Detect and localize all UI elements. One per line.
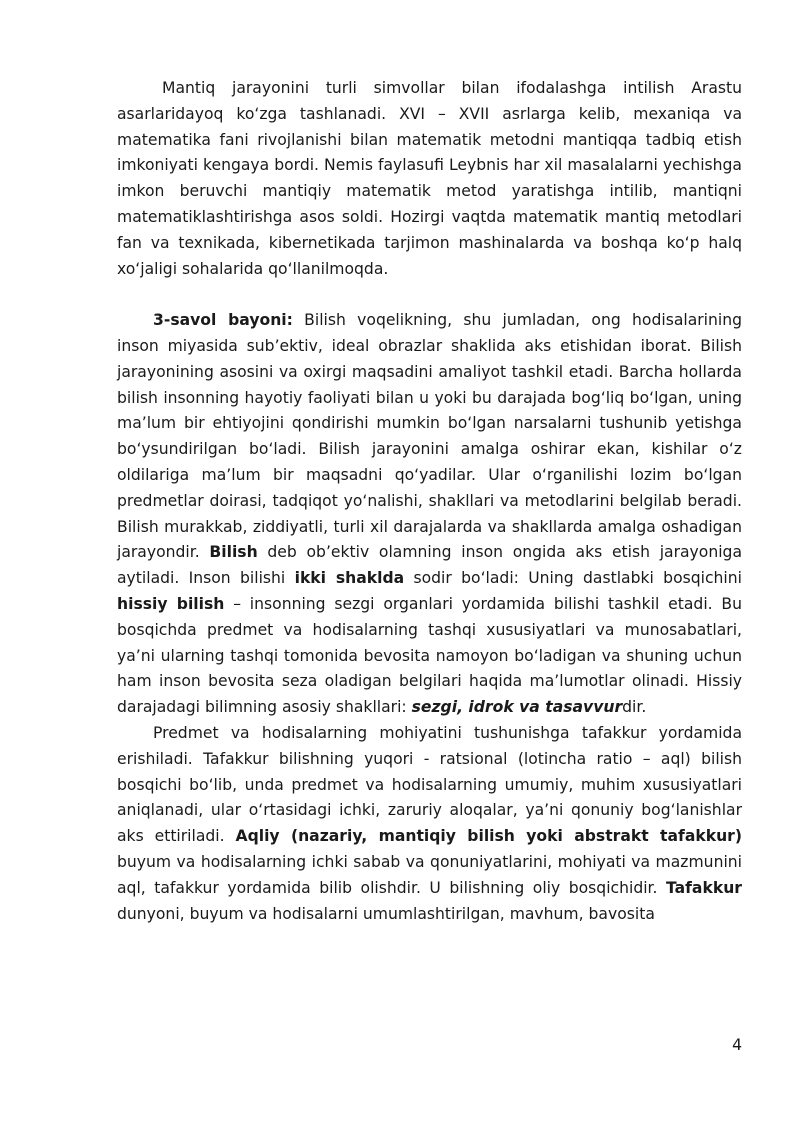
term-bilish: Bilish: [209, 543, 258, 562]
term-sensory-cognition: hissiy bilish: [117, 594, 225, 613]
paragraph-text: sodir bo‘ladi: Uning dastlabki bosqichini: [404, 569, 742, 588]
paragraph-text: buyum va hodisalarning ichki sabab va qonuniyatlarini, mohiyati va mazmunini aql, tafakkur yordamida bilib olishdir. U bilishning oliy bosqichidir.: [117, 852, 742, 897]
paragraph-question-3: [117, 308, 742, 721]
document-body: [117, 76, 742, 927]
paragraph-logic-symbols: [117, 76, 742, 282]
paragraph-thinking: [117, 721, 742, 927]
paragraph-text: dunyoni, buyum va hodisalarni umumlashtirilgan, mavhum, bavosita: [117, 904, 655, 923]
paragraph-text: dir.: [622, 698, 647, 717]
paragraph-text: Predmet va hodisalarning mohiyatini tushunishga tafakkur yordamida erishiladi. Tafakkur bilishning yuqori - ratsional (lotincha ratio – aql) bilish bosqichi bo‘lib, unda predmet va hodisalarning umumiy, muhim xususiyatlari aniqlanadi, ular o‘rtasidagi ichki, zaruriy aloqalar, ya’ni qonuniy bog‘lanishlar aks ettiriladi.: [117, 723, 742, 846]
term-tafakkur: Tafakkur: [666, 878, 742, 897]
page-number: 4: [732, 1036, 742, 1054]
term-sensory-forms: sezgi, idrok va tasavvur: [411, 698, 623, 717]
paragraph-spacer: [117, 282, 742, 308]
term-rational-cognition: Aqliy (nazariy, mantiqiy bilish yoki abstrakt tafakkur): [235, 827, 743, 846]
question-heading: 3-savol bayoni:: [153, 311, 293, 330]
paragraph-text: deb ob’ektiv olamning inson ongida aks etish jarayoniga aytiladi. Inson bilishi: [117, 543, 742, 588]
paragraph-text: Mantiq jarayonini turli simvollar bilan ifodalashga intilish Arastu asarlaridayoq ko‘zga tashlanadi. XVI – XVII asrlarga kelib, mexaniqa va matematika fani rivojlanishi bilan matematik metodni mantiqqa tadbiq etish imkoniyati kengaya bordi. Nemis faylasufi Leybnis har xil masalalarni yechishga imkon beruvchi mantiqiy matematik metod yaratishga intilib, mantiqni matematiklashtirishga asos soldi. Hozirgi vaqtda matematik mantiq metodlari fan va texnikada, kibernetikada tarjimon mashinalarda va boshqa ko‘p halq xo‘jaligi sohalarida qo‘llanilmoqda.: [117, 79, 742, 278]
term-two-forms: ikki shaklda: [294, 569, 405, 588]
paragraph-text: Bilish voqelikning, shu jumladan, ong hodisalarining inson miyasida sub’ektiv, ideal obrazlar shaklida aks etishidan iborat. Bilish jarayonining asosini va oxirgi maqsadini amaliyot tashkil etadi. Barcha hollarda bilish insonning hayotiy faoliyati bilan u yoki bu darajada bog‘liq bo‘lgan, uning ma’lum bir ehtiyojini qondirishi mumkin bo‘lgan narsalarni tushunib yetishga bo‘ysundirilgan bo‘ladi. Bilish jarayonini amalga oshirar ekan, kishilar o‘z oldilariga ma’lum bir maqsadni qo‘yadilar. Ular o‘rganilishi lozim bo‘lgan predmetlar doirasi, tadqiqot yo‘nalishi, shakllari va metodlarini belgilab beradi. Bilish murakkab, ziddiyatli, turli xil darajalarda va shakllarda amalga oshadigan jarayondir.: [117, 311, 743, 562]
paragraph-text: – insonning sezgi organlari yordamida bilishi tashkil etadi. Bu bosqichda predmet va hodisalarning tashqi xususiyatlari va munosabatlari, ya’ni ularning tashqi tomonida bevosita namoyon bo‘ladigan va shuning uchun ham inson bevosita seza oladigan belgilari haqida ma’lumotlar olinadi. Hissiy darajadagi bilimning asosiy shakllari:: [117, 594, 742, 717]
